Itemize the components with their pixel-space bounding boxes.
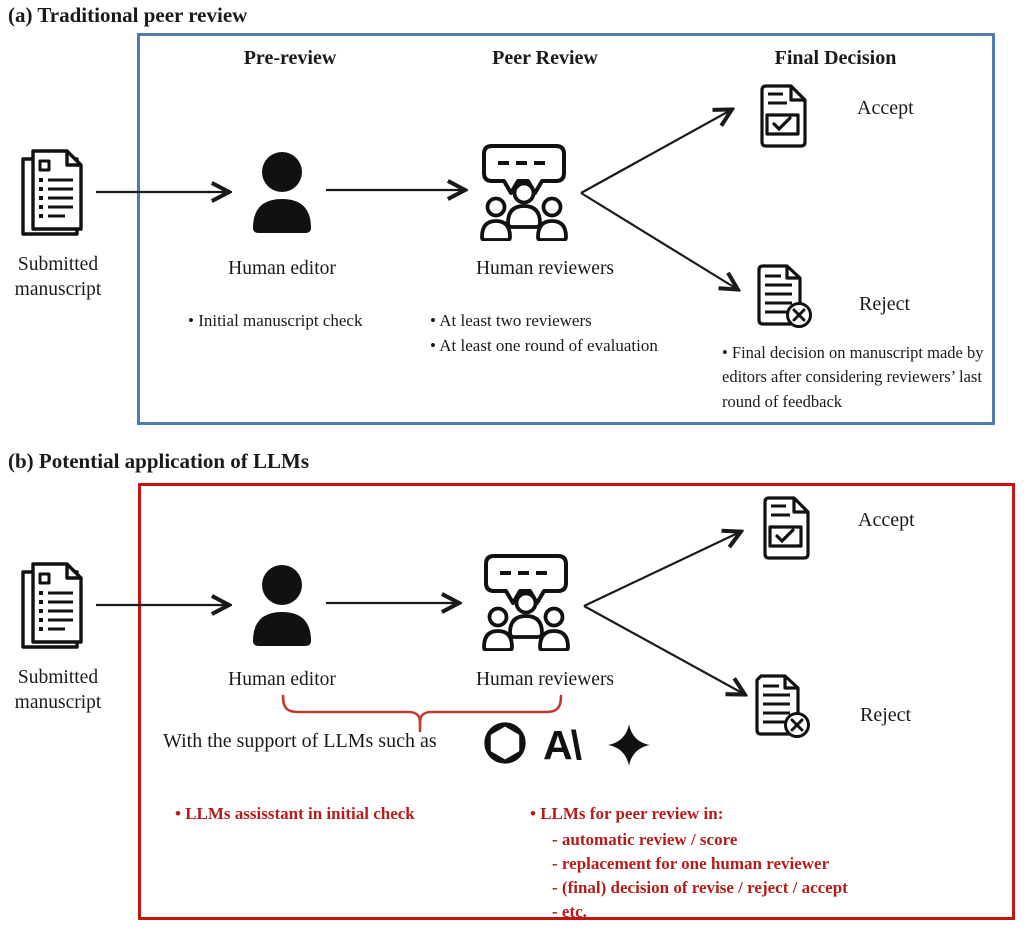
- submitted-manuscript-icon: [18, 148, 96, 238]
- llm-reviewer-subnote-1: - automatic review / score: [552, 830, 738, 849]
- human-reviewers-label: Human reviewers: [475, 669, 615, 690]
- editor-note-a: • Initial manuscript check: [188, 311, 363, 330]
- gemini-logo-icon: [608, 724, 650, 766]
- human-editor-label: Human editor: [228, 669, 336, 690]
- llm-reviewer-note-title: • LLMs for peer review in:: [530, 804, 724, 823]
- arrow-reviewers-to-accept-a: [581, 110, 731, 193]
- llm-reviewer-subnote-2: - replacement for one human reviewer: [552, 854, 830, 873]
- human-reviewers-icon: [480, 553, 572, 651]
- reviewers-note-a-1: • At least two reviewers: [430, 311, 592, 330]
- openai-logo-icon: [482, 720, 528, 766]
- column-header-pre-review: Pre-review: [243, 47, 337, 69]
- column-header-final-decision: Final Decision: [774, 47, 897, 69]
- submitted-manuscript-label: Submitted manuscript: [14, 667, 102, 713]
- llm-editor-note: • LLMs assisstant in initial check: [175, 804, 415, 823]
- human-reviewers-label: Human reviewers: [475, 258, 615, 279]
- reviewers-note-a-2: • At least one round of evaluation: [430, 336, 658, 355]
- accept-label-b: Accept: [858, 509, 915, 531]
- final-decision-note: • Final decision on manuscript made by editors after considering reviewers’ last round of feedback: [722, 343, 984, 411]
- reject-document-icon: [754, 264, 812, 330]
- accept-document-icon: [758, 496, 810, 560]
- llm-reviewer-subnote-4: - etc.: [552, 902, 587, 921]
- human-editor-icon: [249, 151, 315, 235]
- reject-label-b: Reject: [860, 704, 912, 726]
- section-b-title: (b) Potential application of LLMs: [8, 449, 310, 473]
- anthropic-logo-icon: A\: [543, 722, 580, 768]
- reject-label-a: Reject: [859, 293, 911, 315]
- column-header-peer-review: Peer Review: [492, 47, 598, 69]
- arrow-reviewers-to-accept-b: [584, 532, 740, 606]
- submitted-manuscript-icon: [18, 561, 96, 651]
- human-reviewers-icon: [478, 143, 570, 241]
- accept-document-icon: [755, 84, 807, 148]
- human-editor-icon: [249, 564, 315, 648]
- llm-reviewer-subnote-3: - (final) decision of revise / reject / accept: [552, 878, 848, 897]
- reject-document-icon: [752, 674, 810, 740]
- section-a-title: (a) Traditional peer review: [8, 3, 248, 27]
- accept-label-a: Accept: [857, 97, 914, 119]
- submitted-manuscript-label: Submitted manuscript: [14, 254, 102, 300]
- llm-support-text: With the support of LLMs such as: [163, 730, 437, 752]
- human-editor-label: Human editor: [228, 258, 336, 279]
